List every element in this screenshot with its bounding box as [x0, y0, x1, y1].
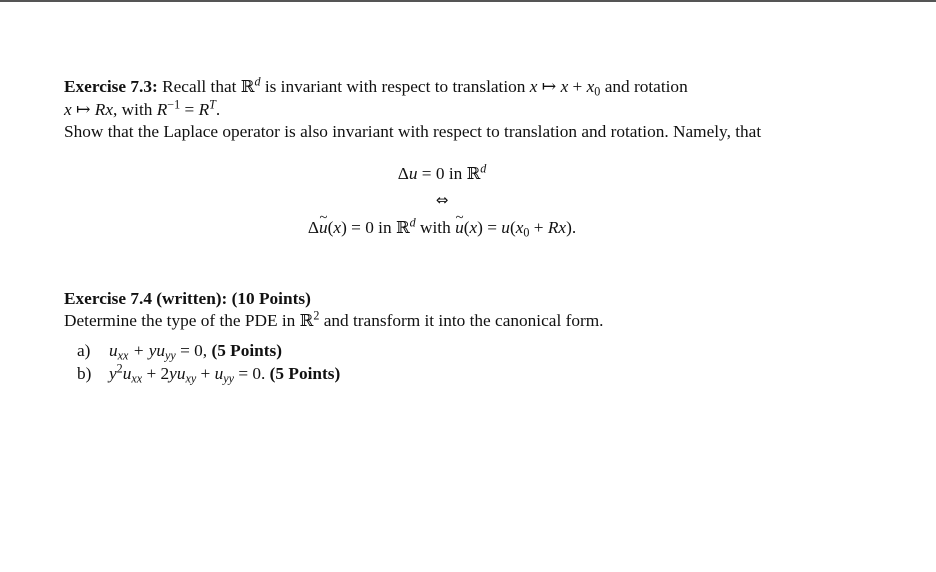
display-equation — [64, 160, 820, 241]
pde-a: $u_{xx} + yu_{yy}$ — [109, 340, 176, 363]
equation-laplace-u: Δu = 0 in ℝ$^d$ — [397, 160, 487, 183]
list-item: a) $u_{xx} + yu_{yy} = 0$, (5 Points) — [77, 340, 282, 363]
exercise-7-4 — [64, 288, 834, 385]
exercise-7-4-heading: Exercise 7.4 (written): (10 Points) — [64, 288, 311, 308]
exercise-7-3 — [64, 76, 834, 241]
with-text: , with — [113, 99, 153, 119]
equivalence-arrow: ⇔ — [435, 190, 449, 209]
exercise-sheet — [64, 76, 834, 385]
exercise-7-3-heading: Exercise 7.3: — [64, 77, 158, 96]
exercise-7-4-items — [64, 339, 834, 385]
and-rotation-text: and rotation — [604, 77, 688, 96]
math-r2: ℝ — [299, 311, 314, 330]
exercise-7-3-paragraph: Show that the Laplace operator is also invariant with respect to translation and rotation. Namely, that — [64, 122, 762, 141]
math-translation-map: x — [529, 77, 538, 96]
equation-laplace-u-tilde: Δ~ u(x) = 0 in ℝ$^d$ with ~ $u(x) = u(x_0 + Rx)$. — [64, 214, 820, 241]
item-points: (5 Points) — [269, 363, 341, 383]
top-border-rule — [0, 0, 936, 2]
exercise-7-3-statement: Exercise 7.3: Recall that ℝ$^d$ is invariant with respect to translation x ↦ $x + x_0$ and rotation x ↦ Rx, with $R^{-1} = R^T$. — [64, 74, 688, 119]
recall-text: Recall that — [162, 77, 237, 96]
math-rd: ℝ — [240, 77, 255, 96]
item-label: b) — [77, 363, 92, 383]
item-label: a) — [77, 340, 91, 360]
pde-b: y — [109, 363, 117, 383]
invariant-text: is invariant with respect to translation — [264, 77, 526, 96]
item-points: (5 Points) — [211, 340, 282, 360]
list-item: b) $y^2u_{xx} + 2yu_{xy} + u_{yy} = 0$. (5 Points) — [77, 360, 341, 386]
math-rotation-map: x — [64, 99, 72, 119]
math-orthogonality: R — [156, 99, 168, 119]
exercise-7-4-intro: Determine the type of the PDE in ℝ$^2$ and transform it into the canonical form. — [64, 308, 604, 330]
